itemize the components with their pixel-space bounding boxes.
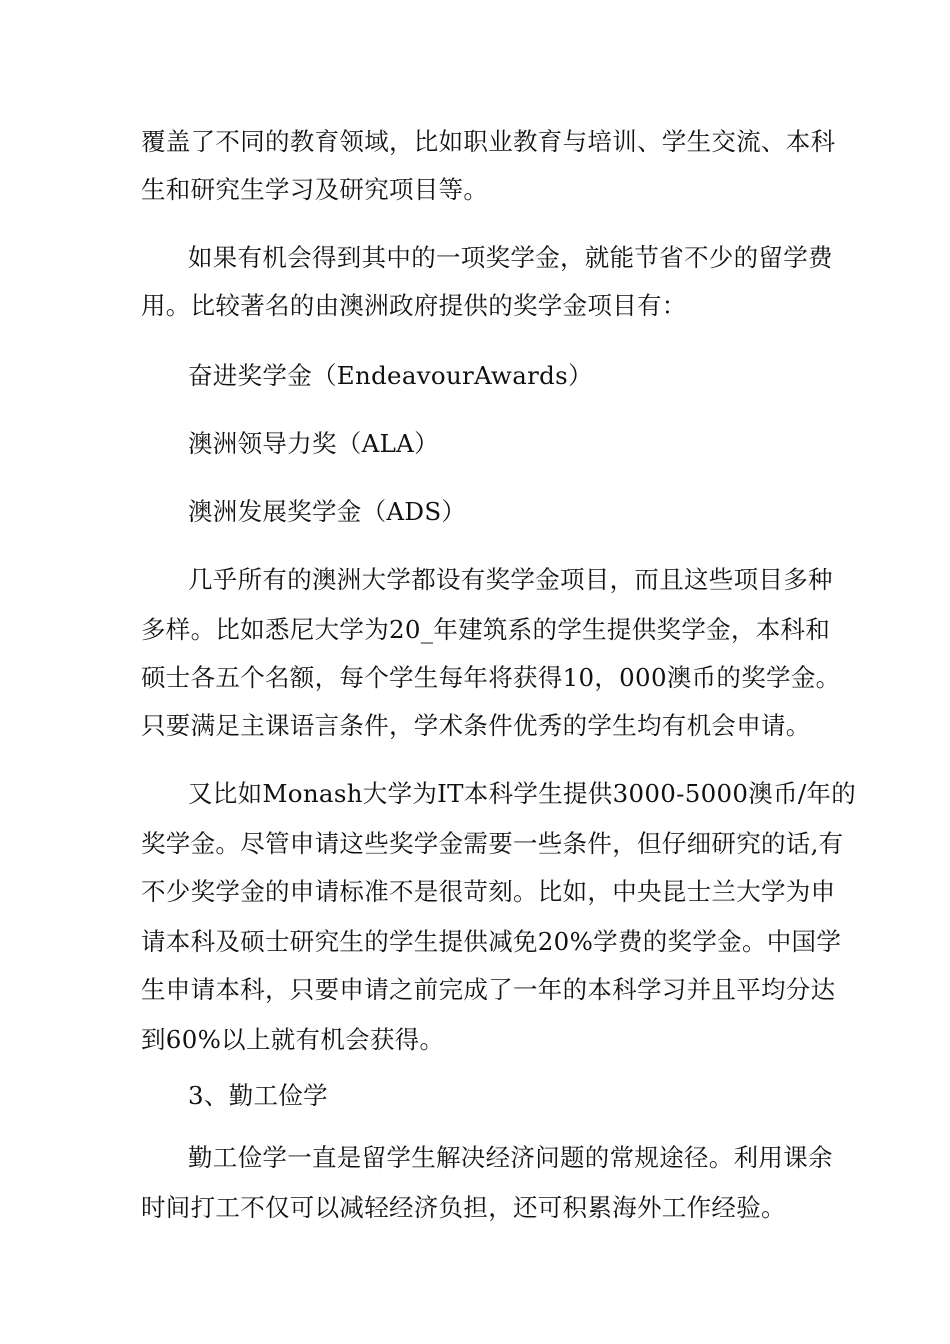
text-line: 请本科及硕士研究生的学生提供减免20%学费的奖学金。中国学 — [141, 927, 842, 956]
text-line: 如果有机会得到其中的一项奖学金，就能节省不少的留学费 — [188, 243, 833, 272]
text-line: 覆盖了不同的教育领域，比如职业教育与培训、学生交流、本科 — [141, 127, 836, 156]
text-line: 不少奖学金的申请标准不是很苛刻。比如，中央昆士兰大学为申 — [141, 877, 836, 906]
text-line: 勤工俭学一直是留学生解决经济问题的常规途径。利用课余 — [188, 1143, 833, 1172]
list-item: 奋进奖学金（EndeavourAwards） — [188, 361, 593, 390]
text-line: 只要满足主课语言条件，学术条件优秀的学生均有机会申请。 — [141, 711, 811, 740]
text-line: 又比如Monash大学为IT本科学生提供3000-5000澳币/年的 — [188, 779, 857, 808]
text-line: 时间打工不仅可以减轻经济负担，还可积累海外工作经验。 — [141, 1193, 786, 1222]
text-line: 奖学金。尽管申请这些奖学金需要一些条件，但仔细研究的话,有 — [141, 829, 844, 858]
section-heading: 3、勤工俭学 — [188, 1081, 328, 1110]
text-line: 用。比较著名的由澳洲政府提供的奖学金项目有： — [141, 291, 687, 320]
text-line: 生和研究生学习及研究项目等。 — [141, 175, 489, 204]
text-line: 到60%以上就有机会获得。 — [141, 1025, 445, 1054]
list-item: 澳洲发展奖学金（ADS） — [188, 497, 467, 526]
text-line: 几乎所有的澳洲大学都设有奖学金项目，而且这些项目多种 — [188, 565, 833, 594]
text-line: 生申请本科，只要申请之前完成了一年的本科学习并且平均分达 — [141, 975, 836, 1004]
text-line: 硕士各五个名额，每个学生每年将获得10，000澳币的奖学金。 — [141, 663, 841, 692]
list-item: 澳洲领导力奖（ALA） — [188, 429, 439, 458]
text-line: 多样。比如悉尼大学为20_年建筑系的学生提供奖学金，本科和 — [141, 615, 831, 644]
